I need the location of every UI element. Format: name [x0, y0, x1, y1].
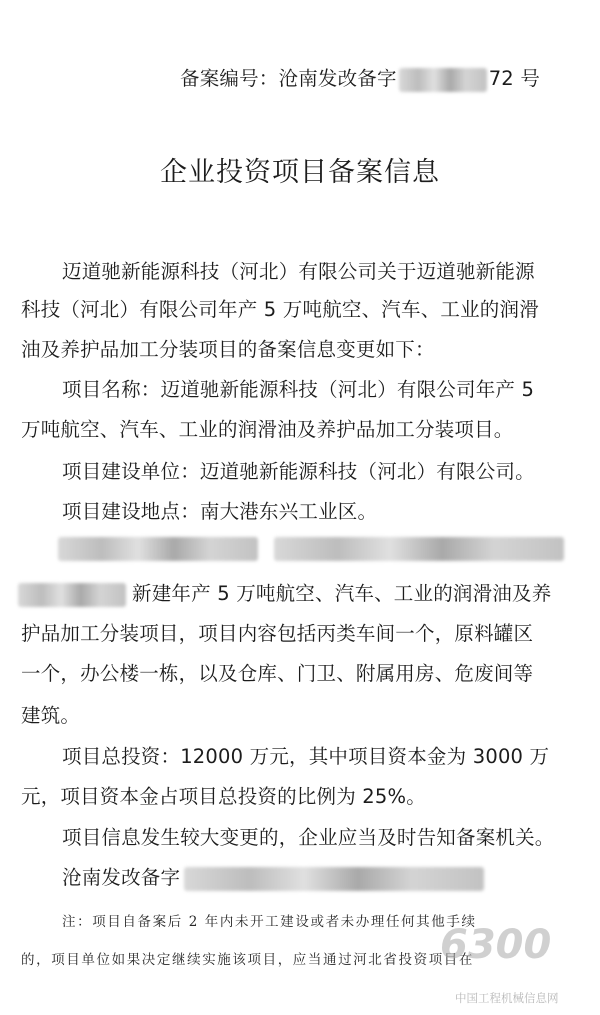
redacted-block-2	[274, 537, 564, 561]
investment-line-1: 项目总投资：12000 万元，其中项目资本金为 3000 万	[62, 745, 550, 768]
note-line-1: 注：项目自备案后 2 年内未开工建设或者未办理任何其他手续	[62, 914, 477, 930]
redacted-block-3	[18, 583, 126, 607]
watermark-logo: 6300	[440, 922, 552, 968]
redacted-record-number	[399, 68, 487, 92]
construction-unit: 项目建设单位：迈道驰新能源科技（河北）有限公司。	[62, 460, 535, 483]
investment-line-2: 元，项目资本金占项目总投资的比例为 25%。	[21, 785, 426, 808]
notice-line: 项目信息发生较大变更的，企业应当及时告知备案机关。	[62, 826, 555, 849]
intro-line-2: 科技（河北）有限公司年产 5 万吨航空、汽车、工业的润滑	[21, 298, 539, 321]
intro-line-1: 迈道驰新能源科技（河北）有限公司关于迈道驰新能源	[62, 260, 535, 283]
redacted-line	[58, 537, 564, 561]
redacted-footer-number	[184, 867, 484, 891]
footer-record-prefix: 沧南发改备字	[62, 866, 181, 889]
scope-line-2: 护品加工分装项目，项目内容包括丙类车间一个，原料罐区	[21, 622, 534, 645]
footer-record	[62, 862, 484, 891]
watermark-site-name: 中国工程机械信息网	[455, 991, 559, 1005]
record-number-suffix: 72 号	[488, 67, 541, 90]
scope-line-4: 建筑。	[21, 704, 81, 727]
page-title: 企业投资项目备案信息	[160, 157, 440, 188]
record-number-prefix: 备案编号：沧南发改备字	[180, 67, 397, 90]
intro-line-3: 油及养护品加工分装项目的备案信息变更如下：	[21, 338, 435, 361]
redacted-block-1	[58, 537, 258, 561]
scope-line-1	[18, 578, 551, 607]
note-line-2: 的，项目单位如果决定继续实施该项目，应当通过河北省投资项目在	[21, 952, 474, 968]
project-name-line-1: 项目名称：迈道驰新能源科技（河北）有限公司年产 5	[62, 378, 535, 401]
scope-line-3: 一个，办公楼一栋，以及仓库、门卫、附属用房、危废间等	[21, 662, 534, 685]
scope-line-1-text: 新建年产 5 万吨航空、汽车、工业的润滑油及养	[132, 582, 552, 605]
construction-site: 项目建设地点：南大港东兴工业区。	[62, 500, 378, 523]
project-name-line-2: 万吨航空、汽车、工业的润滑油及养护品加工分装项目。	[21, 418, 514, 441]
record-number	[180, 63, 540, 92]
